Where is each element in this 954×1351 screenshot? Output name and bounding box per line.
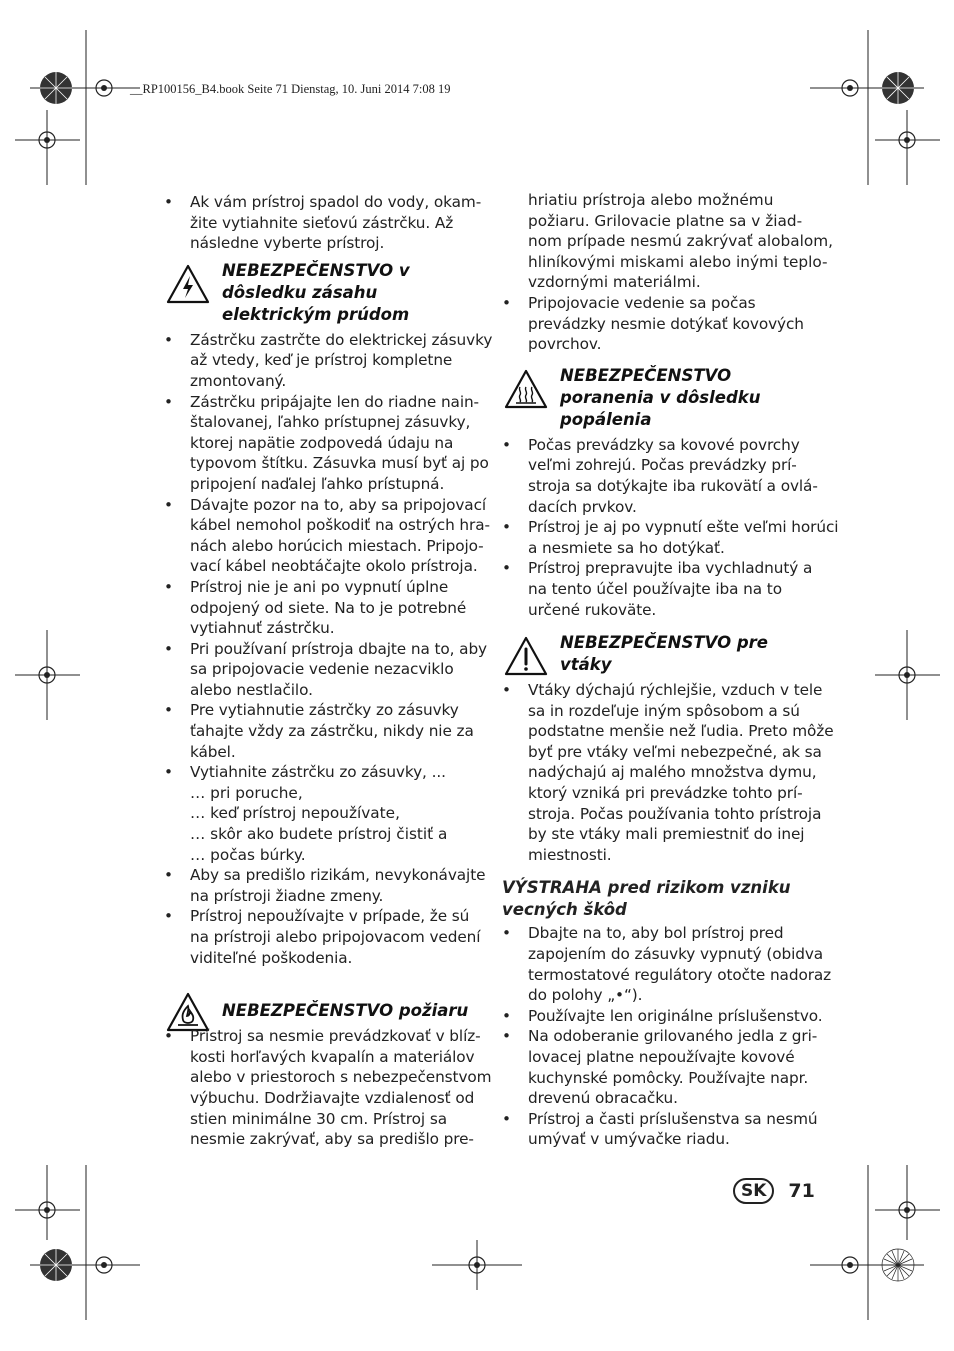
bullet: • <box>502 1006 511 1025</box>
text-line: Pre vytiahnutie zástrčky zo zásuvky <box>190 701 459 720</box>
text-line: dôsledku zásahu <box>222 282 378 302</box>
bullet: • <box>502 518 511 537</box>
text-line: vecných škôd <box>502 900 627 920</box>
bullet: • <box>164 495 173 514</box>
text-line: Prístroj nie je ani po vypnutí úplne <box>190 577 449 596</box>
bullet: • <box>164 577 173 596</box>
text-line: veľmi zohrejú. Počas prevádzky prí- <box>528 456 797 475</box>
text-line: viditeľné poškodenia. <box>190 948 353 967</box>
text-line: dacích prvkov. <box>528 497 637 516</box>
text-line: alebo v priestoroch s nebezpečenstvom <box>190 1068 492 1087</box>
text-line: vtáky <box>560 655 612 675</box>
text-line: pripojení naďalej ľahko prístupná. <box>190 474 445 493</box>
text-line: hriatiu prístroja alebo možnému <box>528 191 774 209</box>
text-line: NEBEZPEČENSTVO <box>560 365 732 385</box>
text-line: Počas prevádzky sa kovové povrchy <box>528 435 800 454</box>
page-number: 71 <box>788 1180 815 1202</box>
text-line: podstatne menšie než ľudia. Preto môže <box>528 722 834 741</box>
text-line: do polohy „•“). <box>528 986 643 1005</box>
text-line: prevádzky nesmie dotýkať kovových <box>528 314 804 333</box>
text-line: vací kábel neobtáčajte okolo prístroja. <box>190 557 478 576</box>
text-line: vzdornými materiálmi. <box>528 273 701 292</box>
text-line: termostatové regulátory otočte nadoraz <box>528 965 832 984</box>
text-line: miestnosti. <box>528 845 612 864</box>
text-line: NEBEZPEČENSTVO pre <box>560 633 768 653</box>
text-line: Zástrčku pripájajte len do riadne nain- <box>190 392 479 411</box>
text-line: na tento účel používajte iba na to <box>528 579 782 598</box>
text-line: Prístroj sa nesmie prevádzkovať v blíz- <box>190 1027 481 1046</box>
bullet: • <box>502 293 511 312</box>
text-line: štalovanej, ľahko prístupnej zásuvky, <box>190 413 471 432</box>
text-line: kábel nemohol poškodiť na ostrých hra- <box>190 516 490 535</box>
text-line: … skôr ako budete prístroj čistiť a <box>190 825 448 844</box>
text-line: … keď prístroj nepoužívate, <box>190 804 400 823</box>
text-line: Vtáky dýchajú rýchlejšie, vzduch v tele <box>528 681 823 700</box>
text-line: Prístroj nepoužívajte v prípade, že sú <box>190 907 470 926</box>
text-line: Dávajte pozor na to, aby sa pripojovací <box>190 495 487 514</box>
text-line: kuchynské pomôcky. Používajte napr. <box>528 1068 809 1087</box>
text-line: nesmie zakrývať, aby sa predišlo pre- <box>190 1130 474 1149</box>
text-line: Prístroj prepravujte iba vychladnutý a <box>528 559 813 578</box>
text-line: drevenú obracačku. <box>528 1089 678 1108</box>
bullet: • <box>164 639 173 658</box>
text-line: by ste vtáky mali premiestniť do inej <box>528 825 805 844</box>
bullet: • <box>164 1027 173 1046</box>
text-line: kábel. <box>190 742 236 761</box>
text-line: povrchov. <box>528 335 602 354</box>
text-line: NEBEZPEČENSTVO v <box>222 260 410 280</box>
text-line: Pri používaní prístroja dbajte na to, aby <box>190 639 488 658</box>
text-line: až vtedy, keď je prístroj kompletne <box>190 351 453 370</box>
text-line: ťahajte vždy za zástrčku, nikdy nie za <box>190 722 474 741</box>
bullet: • <box>502 1027 511 1046</box>
book-header: __RP100156_B4.book Seite 71 Dienstag, 10. Juni 2014 7:08 19 <box>130 82 451 96</box>
bullet: • <box>502 681 511 700</box>
text-line: alebo nestlačilo. <box>190 680 313 699</box>
language-badge: SK <box>733 1178 774 1204</box>
text-line: Pripojovacie vedenie sa počas <box>528 293 756 312</box>
text-line: Prístroj je aj po vypnutí ešte veľmi horúci <box>528 518 839 537</box>
text-line: NEBEZPEČENSTVO požiaru <box>222 1001 469 1021</box>
text-line: žite vytiahnite sieťovú zástrčku. Až <box>190 213 454 232</box>
text-line: popálenia <box>560 409 652 429</box>
text-line: stroja. Počas používania tohto prístroja <box>528 804 822 823</box>
text-line: a nesmiete sa ho dotýkať. <box>528 538 725 557</box>
text-line: typovom štítku. Zásuvka musí byť aj po <box>190 454 489 473</box>
text-line: Aby sa predišlo rizikám, nevykonávajte <box>190 866 486 885</box>
text-line: … počas búrky. <box>190 845 306 864</box>
text-line: požiaru. Grilovacie platne sa v žiad- <box>528 211 803 230</box>
text-line: následne vyberte prístroj. <box>190 234 385 253</box>
text-line: na prístroji alebo pripojovacom vedení <box>190 928 481 946</box>
text-line: Na odoberanie grilovaného jedla z gri- <box>528 1027 818 1046</box>
text-line: stien minimálne 30 cm. Prístroj sa <box>190 1109 447 1128</box>
text-line: umývať v umývačke riadu. <box>528 1130 730 1149</box>
bullet: • <box>502 559 511 578</box>
text-line: výbuchu. Dodržiavajte vzdialenosť od <box>190 1088 475 1107</box>
bullet: • <box>502 1109 511 1128</box>
text-line: sa in rozdeľuje iným spôsobom a sú <box>528 701 800 720</box>
text-line: nadýchajú aj malého množstva dymu, <box>528 763 817 782</box>
text-line: hliníkovými miskami alebo inými teplo- <box>528 252 828 271</box>
text-line: … pri poruche, <box>190 783 303 802</box>
bullet: • <box>164 763 173 782</box>
text-line: na prístroji žiadne zmeny. <box>190 886 384 905</box>
text-line: Zástrčku zastrčte do elektrickej zásuvky <box>190 330 493 349</box>
text-line: vytiahnuť zástrčku. <box>190 619 335 638</box>
bullet: • <box>164 907 173 926</box>
text-line: Prístroj a časti príslušenstva sa nesmú <box>528 1109 818 1128</box>
bullet: • <box>502 435 511 454</box>
text-line: Vytiahnite zástrčku zo zásuvky, ... <box>190 763 446 782</box>
text-line: sa pripojovacie vedenie nezacviklo <box>190 660 454 679</box>
text-line: stroja sa dotýkajte iba rukovätí a ovlá- <box>528 476 818 495</box>
bullet: • <box>164 193 173 211</box>
text-line: elektrickým prúdom <box>222 304 410 324</box>
bullet: • <box>164 392 173 411</box>
text-line: zmontovaný. <box>190 371 287 390</box>
bullet: • <box>164 701 173 720</box>
text-line: zapojením do zásuvky vypnutý (obidva <box>528 945 824 964</box>
text-line: určené rukoväte. <box>528 600 657 619</box>
text-line: Používajte len originálne príslušenstvo. <box>528 1006 823 1025</box>
text-line: poranenia v dôsledku <box>560 387 761 407</box>
text-line: ktorej napätie zodpovedá údaju na <box>190 433 454 452</box>
bullet: • <box>164 330 173 349</box>
text-line: Dbajte na to, aby bol prístroj pred <box>528 924 784 943</box>
text-line: nom prípade nesmú zakrývať alobalom, <box>528 232 833 251</box>
text-line: VÝSTRAHA pred rizikom vzniku <box>502 878 791 898</box>
text-line: odpojený od siete. Na to je potrebné <box>190 598 467 617</box>
bullet: • <box>502 924 511 943</box>
text-line: lovacej platne nepoužívajte kovové <box>528 1048 795 1066</box>
text-line: nách alebo horúcich miestach. Pripojo- <box>190 536 484 555</box>
text-line: ktorý vzniká pri prevádzke tohto prí- <box>528 784 803 803</box>
bullet: • <box>164 866 173 885</box>
text-line: byť pre vtáky veľmi nebezpečné, ak sa <box>528 742 822 761</box>
text-line: kosti horľavých kvapalín a materiálov <box>190 1047 475 1066</box>
text-line: Ak vám prístroj spadol do vody, okam- <box>190 193 482 211</box>
